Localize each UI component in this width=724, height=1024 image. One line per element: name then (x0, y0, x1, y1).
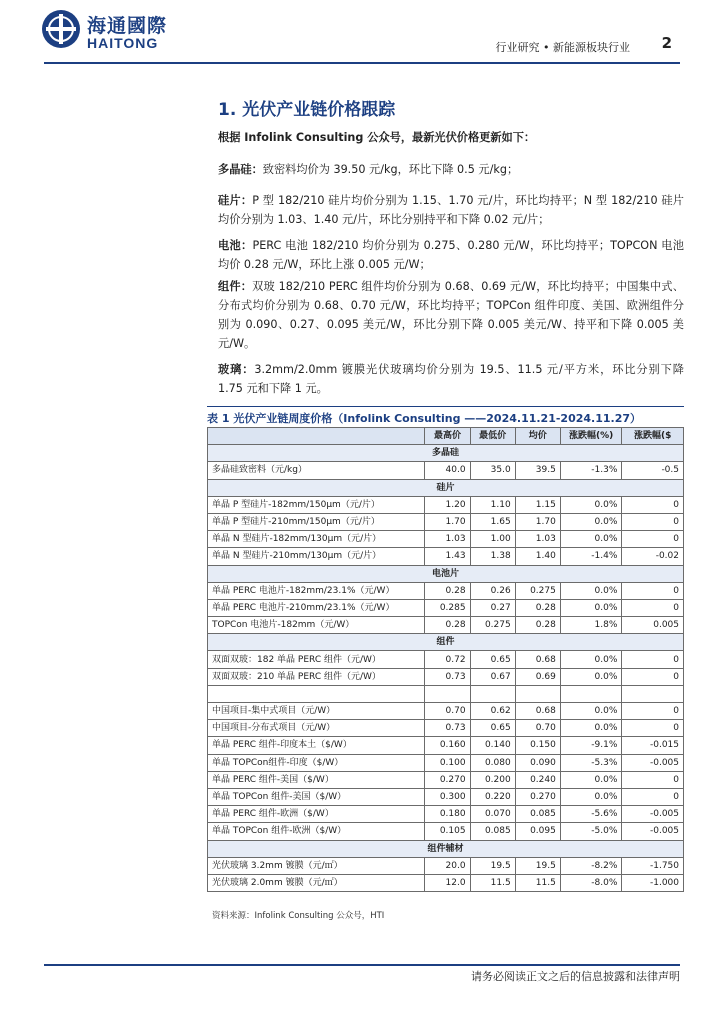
value-cell: -1.750 (622, 857, 684, 874)
value-cell: 0.27 (470, 599, 515, 616)
item-name-cell: 单晶 N 型硅片-210mm/130μm（元/片） (208, 548, 425, 565)
table-row (208, 754, 684, 771)
table-row (208, 737, 684, 754)
wafer-text: P 型 182/210 硅片均价分别为 1.15、1.70 元/片，环比均持平；N 型 182/210 硅片均价分别为 1.03、1.40 元/片，环比分别持平和下降 0.02 元/片； (218, 194, 684, 226)
value-cell: 0.0% (560, 599, 622, 616)
value-cell: 0.100 (425, 754, 470, 771)
value-cell: 19.5 (515, 857, 560, 874)
table-section-row (208, 634, 684, 651)
value-cell: 0.70 (425, 703, 470, 720)
section-title-cell: 电池片 (208, 565, 684, 582)
item-name-cell: 单晶 PERC 组件-印度本土（$/W） (208, 737, 425, 754)
value-cell: 0.0% (560, 720, 622, 737)
value-cell: 0.68 (515, 703, 560, 720)
value-cell: 39.5 (515, 462, 560, 479)
value-cell: 1.65 (470, 513, 515, 530)
value-cell: 0.0% (560, 531, 622, 548)
value-cell: 0.150 (515, 737, 560, 754)
item-name-cell: TOPCon 电池片-182mm（元/W） (208, 617, 425, 634)
page-header (0, 0, 724, 66)
table-row (208, 531, 684, 548)
value-cell: 35.0 (470, 462, 515, 479)
item-name-cell: 单晶 TOPCon 组件-欧洲（$/W） (208, 823, 425, 840)
table-row (208, 548, 684, 565)
table-row (208, 703, 684, 720)
value-cell: 0.0% (560, 651, 622, 668)
value-cell: 0.0% (560, 496, 622, 513)
value-cell: 0.180 (425, 806, 470, 823)
cell-label: 电池： (218, 239, 253, 252)
table-row (208, 668, 684, 685)
value-cell: 0.270 (515, 788, 560, 805)
item-name-cell: 单晶 P 型硅片-210mm/150μm（元/片） (208, 513, 425, 530)
glass-label: 玻璃： (218, 363, 255, 376)
item-name-cell: 双面双玻：210 单晶 PERC 组件（元/W） (208, 668, 425, 685)
value-cell: 1.40 (515, 548, 560, 565)
value-cell: 1.43 (425, 548, 470, 565)
value-cell: -8.0% (560, 874, 622, 891)
value-cell: -0.005 (622, 806, 684, 823)
value-cell: 0 (622, 582, 684, 599)
value-cell: 0.160 (425, 737, 470, 754)
table-row (208, 582, 684, 599)
item-name-cell: 光伏玻璃 2.0mm 镀膜（元/㎡） (208, 874, 425, 891)
logo-chinese-text: 海通國際 (87, 15, 168, 37)
value-cell: 0.68 (515, 651, 560, 668)
item-name-cell: 单晶 PERC 电池片-210mm/23.1%（元/W） (208, 599, 425, 616)
table-row (208, 462, 684, 479)
value-cell: 0.0% (560, 513, 622, 530)
header-cell: 最低价 (470, 428, 515, 445)
value-cell: -0.015 (622, 737, 684, 754)
value-cell: 0.65 (470, 720, 515, 737)
header-cell: 均价 (515, 428, 560, 445)
value-cell: 40.0 (425, 462, 470, 479)
value-cell: 0 (622, 513, 684, 530)
value-cell: 0.72 (425, 651, 470, 668)
value-cell: -5.6% (560, 806, 622, 823)
value-cell: 20.0 (425, 857, 470, 874)
value-cell: 1.20 (425, 496, 470, 513)
item-name-cell: 单晶 PERC 组件-美国（$/W） (208, 771, 425, 788)
section-title-cell: 组件辅材 (208, 840, 684, 857)
value-cell: 0.270 (425, 771, 470, 788)
value-cell: 0.0% (560, 771, 622, 788)
value-cell: 0.28 (515, 599, 560, 616)
value-cell (425, 685, 470, 702)
value-cell: 0.275 (470, 617, 515, 634)
section-title-cell: 多晶硅 (208, 445, 684, 462)
glass-text: 3.2mm/2.0mm 镀膜光伏玻璃均价分别为 19.5、11.5 元/平方米，环比分别下降 1.75 元和下降 1 元。 (218, 363, 684, 395)
item-name-cell: 双面双玻：182 单晶 PERC 组件（元/W） (208, 651, 425, 668)
logo-english-text: HAITONG (87, 35, 159, 51)
footer-divider (44, 964, 680, 966)
item-name-cell: 单晶 TOPCon 组件-美国（$/W） (208, 788, 425, 805)
value-cell: 1.8% (560, 617, 622, 634)
value-cell: 0.275 (515, 582, 560, 599)
table-caption: 表 1 光伏产业链周度价格（Infolink Consulting ——2024.11.21-2024.11.27） (207, 412, 642, 425)
value-cell: 12.0 (425, 874, 470, 891)
table-row (208, 599, 684, 616)
item-name-cell (208, 685, 425, 702)
value-cell: 1.03 (425, 531, 470, 548)
value-cell: -0.005 (622, 754, 684, 771)
table-row (208, 617, 684, 634)
value-cell: 0.26 (470, 582, 515, 599)
value-cell: 0.105 (425, 823, 470, 840)
footer-disclaimer: 请务必阅读正文之后的信息披露和法律声明 (471, 970, 680, 983)
value-cell: 0.140 (470, 737, 515, 754)
value-cell: -5.3% (560, 754, 622, 771)
value-cell: -8.2% (560, 857, 622, 874)
value-cell: 0.080 (470, 754, 515, 771)
price-table (207, 427, 684, 892)
haitong-logo (42, 10, 172, 50)
table-row (208, 823, 684, 840)
value-cell: 0.200 (470, 771, 515, 788)
value-cell: 0 (622, 668, 684, 685)
value-cell: 1.70 (515, 513, 560, 530)
value-cell: 0 (622, 651, 684, 668)
value-cell (622, 685, 684, 702)
wafer-label: 硅片： (218, 194, 253, 207)
header-cell: 涨跌幅($ (622, 428, 684, 445)
table-row (208, 651, 684, 668)
value-cell: 0.62 (470, 703, 515, 720)
table-top-rule (207, 406, 684, 407)
table-section-row (208, 479, 684, 496)
value-cell: -5.0% (560, 823, 622, 840)
table-row (208, 720, 684, 737)
value-cell: 0 (622, 496, 684, 513)
table-row (208, 806, 684, 823)
table-section-row (208, 445, 684, 462)
value-cell: 0.70 (515, 720, 560, 737)
table-header-row (208, 428, 684, 445)
report-category: 行业研究 • 新能源板块行业 (495, 41, 630, 54)
item-name-cell: 光伏玻璃 3.2mm 镀膜（元/㎡） (208, 857, 425, 874)
value-cell: -0.005 (622, 823, 684, 840)
page-number: 2 (661, 34, 672, 52)
value-cell: 0 (622, 599, 684, 616)
item-name-cell: 单晶 TOPCon组件-印度（$/W） (208, 754, 425, 771)
cell-text: PERC 电池 182/210 均价分别为 0.275、0.280 元/W，环比均持平；TOPCON 电池均价 0.28 元/W，环比上涨 0.005 元/W； (218, 239, 684, 271)
value-cell: 0.69 (515, 668, 560, 685)
value-cell: 0.67 (470, 668, 515, 685)
value-cell: 1.10 (470, 496, 515, 513)
value-cell: 0 (622, 720, 684, 737)
value-cell: -9.1% (560, 737, 622, 754)
value-cell: 0.285 (425, 599, 470, 616)
value-cell: 1.15 (515, 496, 560, 513)
intro-paragraph (218, 128, 684, 147)
section-title: 1. 光伏产业链价格跟踪 (218, 100, 396, 120)
value-cell: 1.03 (515, 531, 560, 548)
polysilicon-text: 致密料均价为 39.50 元/kg，环比下降 0.5 元/kg； (262, 163, 519, 176)
module-text: 双玻 182/210 PERC 组件均价分别为 0.68、0.69 元/W，环比均持平；中国集中式、分布式均价分别为 0.68、0.70 元/W，环比均持平；TOPCon 组件印度、美国、欧洲组件分别为 0.090、0.27、0.095 美元/W，环比分别下降 0.005 美元/W、持平和下降 0.005 美元/W。 (218, 280, 684, 350)
value-cell: 0.0% (560, 788, 622, 805)
module-paragraph (218, 277, 684, 353)
wafer-paragraph (218, 191, 684, 229)
value-cell: 1.70 (425, 513, 470, 530)
glass-paragraph (218, 360, 684, 398)
value-cell: 0.28 (425, 617, 470, 634)
haitong-logo-mark-icon (42, 10, 80, 48)
intro-text: 根据 Infolink Consulting 公众号，最新光伏价格更新如下： (218, 131, 536, 144)
value-cell: 11.5 (515, 874, 560, 891)
value-cell: 0 (622, 771, 684, 788)
value-cell: -0.5 (622, 462, 684, 479)
value-cell: -1.3% (560, 462, 622, 479)
item-name-cell: 单晶 PERC 电池片-182mm/23.1%（元/W） (208, 582, 425, 599)
value-cell: 0.070 (470, 806, 515, 823)
section-title-cell: 硅片 (208, 479, 684, 496)
value-cell: -0.02 (622, 548, 684, 565)
value-cell: 0.28 (425, 582, 470, 599)
value-cell: 0.240 (515, 771, 560, 788)
value-cell: 0.0% (560, 668, 622, 685)
item-name-cell: 单晶 PERC 组件-欧洲（$/W） (208, 806, 425, 823)
value-cell: 1.38 (470, 548, 515, 565)
value-cell (560, 685, 622, 702)
section-title-cell: 组件 (208, 634, 684, 651)
value-cell: 0.65 (470, 651, 515, 668)
item-name-cell: 单晶 N 型硅片-182mm/130μm（元/片） (208, 531, 425, 548)
value-cell: 1.00 (470, 531, 515, 548)
table-row (208, 496, 684, 513)
table-source: 资料来源：Infolink Consulting 公众号，HTI (212, 911, 385, 921)
header-divider (44, 62, 680, 64)
table-row (208, 874, 684, 891)
price-table-body (208, 445, 684, 892)
value-cell: 0.0% (560, 703, 622, 720)
value-cell: 0.73 (425, 720, 470, 737)
item-name-cell: 多晶硅致密料（元/kg） (208, 462, 425, 479)
table-row (208, 513, 684, 530)
table-row (208, 771, 684, 788)
value-cell: 0.090 (515, 754, 560, 771)
value-cell: -1.4% (560, 548, 622, 565)
value-cell: 11.5 (470, 874, 515, 891)
header-cell (208, 428, 425, 445)
header-cell: 涨跌幅(%) (560, 428, 622, 445)
table-row (208, 788, 684, 805)
value-cell: -1.000 (622, 874, 684, 891)
value-cell: 0.0% (560, 582, 622, 599)
cell-paragraph (218, 236, 684, 274)
item-name-cell: 中国项目-分布式项目（元/W） (208, 720, 425, 737)
value-cell: 0.095 (515, 823, 560, 840)
item-name-cell: 中国项目-集中式项目（元/W） (208, 703, 425, 720)
polysilicon-label: 多晶硅： (218, 163, 263, 176)
value-cell: 0.28 (515, 617, 560, 634)
value-cell: 19.5 (470, 857, 515, 874)
value-cell: 0.085 (515, 806, 560, 823)
item-name-cell: 单晶 P 型硅片-182mm/150μm（元/片） (208, 496, 425, 513)
table-section-row (208, 565, 684, 582)
value-cell: 0.220 (470, 788, 515, 805)
value-cell (470, 685, 515, 702)
value-cell: 0 (622, 788, 684, 805)
value-cell: 0 (622, 703, 684, 720)
table-row (208, 857, 684, 874)
value-cell (515, 685, 560, 702)
header-cell: 最高价 (425, 428, 470, 445)
value-cell: 0.300 (425, 788, 470, 805)
polysilicon-paragraph (218, 160, 684, 179)
table-section-row (208, 840, 684, 857)
module-label: 组件： (218, 280, 253, 293)
value-cell: 0.085 (470, 823, 515, 840)
value-cell: 0.73 (425, 668, 470, 685)
value-cell: 0 (622, 531, 684, 548)
table-row (208, 685, 684, 702)
value-cell: 0.005 (622, 617, 684, 634)
